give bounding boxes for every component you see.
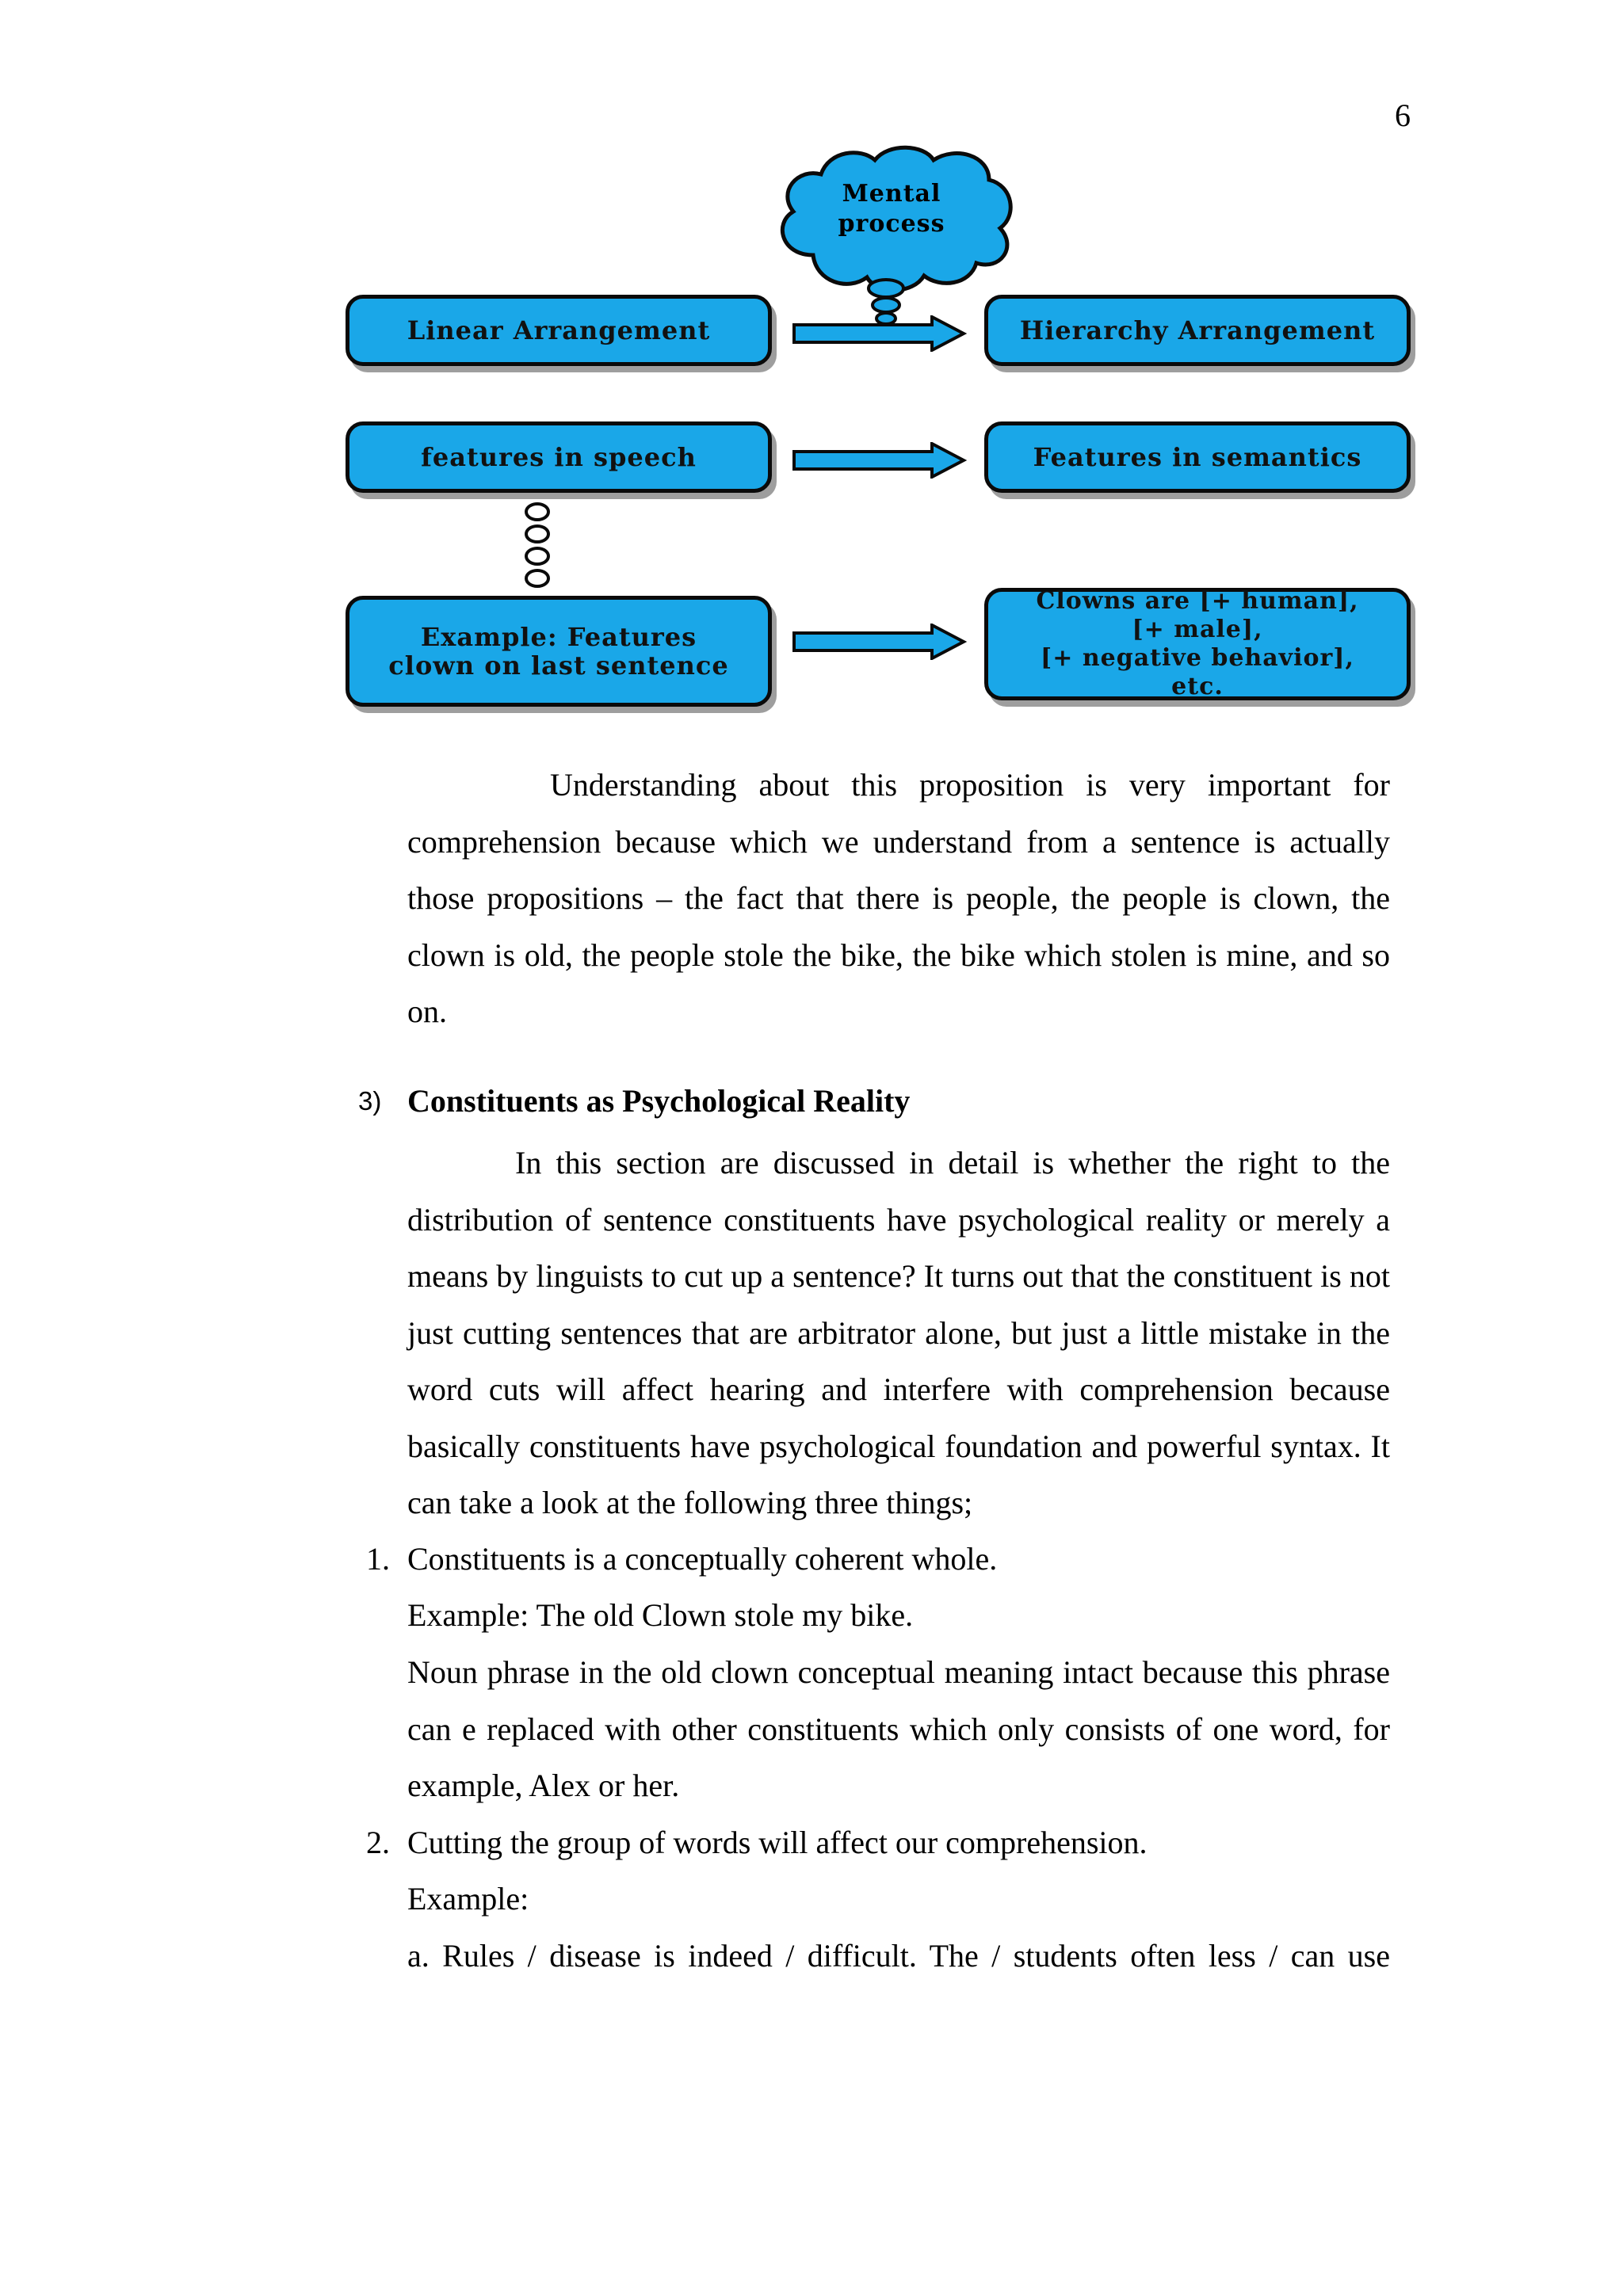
chain-links-icon [520,502,555,593]
list-item-2-example: Example: [407,1881,529,1917]
list-item-2-text: Cutting the group of words will affect our comprehension. [407,1825,1148,1860]
list-item-1-example: Example: The old Clown stole my bike. [407,1597,914,1633]
hierarchy-arrangement-box [984,295,1411,366]
page-number: 6 [1395,97,1411,133]
features-in-speech-box [346,421,772,493]
features-in-semantics-label: Features in semantics [1033,442,1362,472]
paragraph-constituents: In this section are discussed in detail is whether the right to the distribution of sentence constituents have psychological reality or merely a means by linguists to cut up a sentence? It turns out that the constituent is not just cutting sentences that are arbitrator alone, but just a little mistake in the word cuts will affect hearing and interfere with comprehension because basically constituents have psychological foundation and powerful syntax. It can take a look at the following three things; [407,1145,1390,1520]
clowns-features-line3: [+ negative behavior], [1041,644,1354,672]
cloud-label: Mental process [838,180,945,238]
arrow-right-icon [792,442,967,479]
list-item-2-number: 2. [366,1825,390,1860]
list-item-1-number: 1. [366,1541,390,1577]
arrow-right-icon [792,315,967,352]
section-number: 3) [358,1086,382,1116]
list-item-2-a: a. Rules / disease is indeed / difficult. The / students often less / can use [407,1938,1390,1974]
hierarchy-arrangement-label: Hierarchy Arrangement [1019,315,1376,345]
paragraph-proposition: Understanding about this proposition is very important for comprehension because which we understand from a sentence is actually those propositions – the fact that there is people, the people is clown, the clown is old, the people stole the bike, the bike which stolen is mine, and so on. [407,767,1390,1029]
section-title: Constituents as Psychological Reality [407,1083,911,1119]
example-features-box [346,596,772,707]
arrow-right-icon [792,624,967,660]
list-item-1-text: Constituents is a conceptually coherent whole. [407,1541,998,1577]
diagram [0,0,1623,729]
example-features-label: Example: Features clown on last sentence [388,622,729,681]
clowns-features-line1: Clowns are [+ human], [1036,587,1359,615]
linear-arrangement-box [346,295,772,366]
clowns-features-line4: etc. [1171,673,1224,700]
clowns-features-line2: [+ male], [1132,616,1263,643]
linear-arrangement-label: Linear Arrangement [407,315,711,345]
clowns-features-box [984,588,1411,700]
features-in-semantics-box [984,421,1411,493]
list-item-1-explanation: Noun phrase in the old clown conceptual meaning intact because this phrase can e replaced with other constituents which only consists of one word, for example, Alex or her. [407,1654,1390,1803]
features-in-speech-label: features in speech [421,442,697,472]
